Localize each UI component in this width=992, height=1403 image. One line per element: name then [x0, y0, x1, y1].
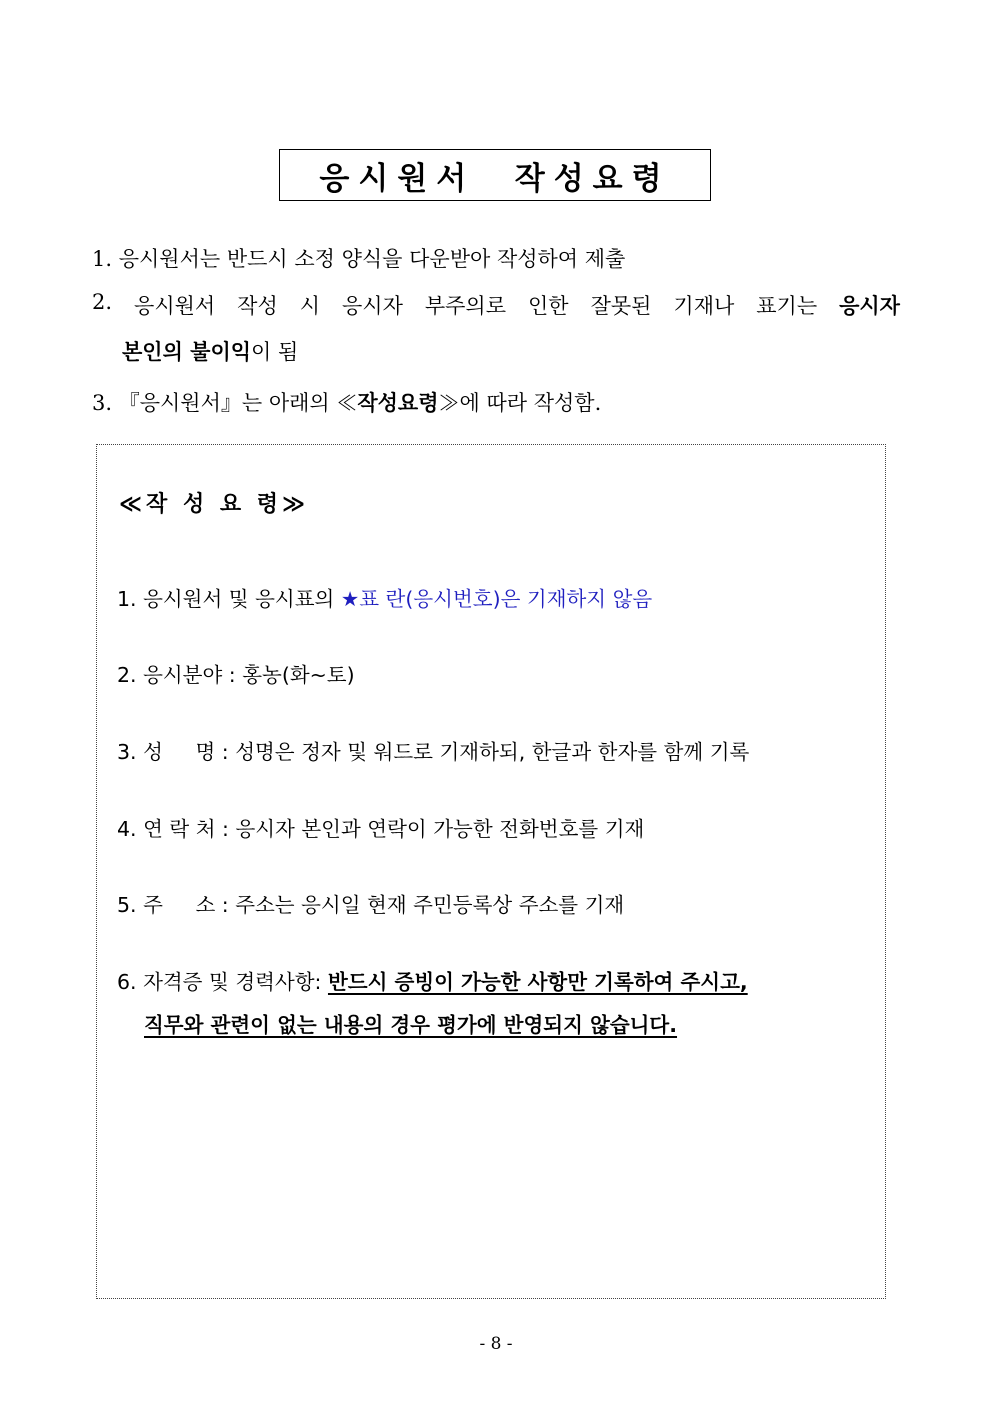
intro-item-2-bold: 본인의 불이익 — [122, 339, 252, 364]
intro-item-2-word: 기재나 — [673, 294, 735, 318]
intro-item-2-word: 2. — [92, 290, 113, 314]
intro-item-2-word: 작성 — [237, 294, 278, 318]
guide-item-4: 4. 연 락 처 : 응시자 본인과 연락이 가능한 전화번호를 기재 — [117, 817, 645, 841]
intro-item-2 — [92, 290, 900, 320]
title-box — [279, 149, 711, 201]
guide-item-6-emphasis-line-1: 반드시 증빙이 가능한 사항만 기록하여 주시고, — [327, 970, 748, 994]
guide-item-1-prefix: 1. 응시원서 및 응시표의 — [117, 587, 341, 611]
intro-item-2-word: 부주의로 — [424, 294, 507, 318]
guide-box — [96, 444, 886, 1299]
guide-item-6-line-2 — [144, 1008, 677, 1038]
guide-item-1 — [117, 582, 652, 612]
guide-item-6-emphasis-line-2: 직무와 관련이 없는 내용의 경우 평가에 반영되지 않습니다. — [144, 1013, 678, 1037]
intro-item-2-word: 표기는 — [756, 294, 818, 318]
guide-heading: ≪작 성 요 령≫ — [119, 492, 310, 517]
intro-item-2-line-1 — [92, 290, 900, 320]
intro-item-3-prefix: 3. 『응시원서』는 아래의 ≪ — [92, 391, 358, 415]
guide-item-6 — [117, 965, 748, 995]
guide-item-5: 5. 주 소 : 주소는 응시일 현재 주민등록상 주소를 기재 — [117, 893, 625, 917]
intro-item-2-word: 응시원서 — [134, 294, 216, 318]
intro-item-2-word: 시 — [299, 294, 321, 318]
guide-item-6-prefix: 6. 자격증 및 경력사항: — [117, 970, 328, 994]
intro-item-2-bold-end: 응시자 — [839, 293, 900, 318]
page-number: - 8 - — [479, 1334, 513, 1354]
intro-item-1: 1. 응시원서는 반드시 소정 양식을 다운받아 작성하여 제출 — [92, 247, 626, 271]
intro-item-2-line-2 — [122, 336, 930, 366]
intro-item-3-suffix: ≫에 따라 작성함. — [438, 391, 602, 415]
intro-item-2-word: 응시자 — [342, 294, 403, 318]
intro-item-2-word: 인한 — [528, 294, 569, 318]
guide-item-2: 2. 응시분야 : 홍농(화~토) — [117, 663, 355, 687]
intro-item-2-rest: 이 됨 — [251, 340, 299, 364]
guide-item-1-highlight: ★표 란(응시번호)은 기재하지 않음 — [340, 587, 653, 611]
intro-item-3-bold: 작성요령 — [357, 390, 439, 415]
guide-item-3: 3. 성 명 : 성명은 정자 및 워드로 기재하되, 한글과 한자를 함께 기록 — [117, 740, 750, 764]
document-title: 응시원서 작성요령 — [319, 160, 671, 197]
intro-item-3 — [92, 387, 900, 417]
intro-item-2-word: 잘못된 — [590, 294, 652, 318]
